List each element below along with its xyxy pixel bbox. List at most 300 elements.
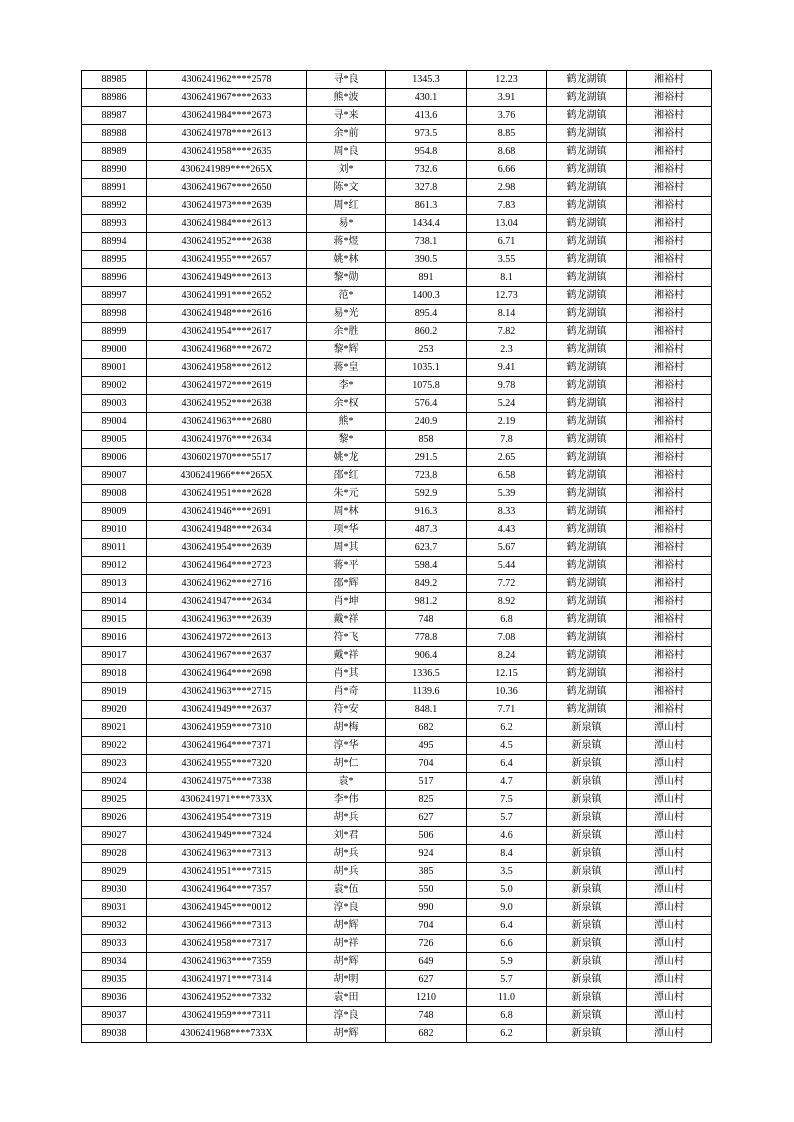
cell-amount: 1035.1 [386, 359, 467, 377]
cell-town: 新泉镇 [547, 737, 627, 755]
cell-amount: 1139.6 [386, 683, 467, 701]
cell-seq: 89026 [82, 809, 147, 827]
cell-rate: 6.2 [467, 719, 547, 737]
cell-id-number: 4306241972****2619 [147, 377, 307, 395]
cell-name: 刘*君 [307, 827, 386, 845]
cell-rate: 6.2 [467, 1025, 547, 1043]
cell-amount: 860.2 [386, 323, 467, 341]
cell-rate: 9.78 [467, 377, 547, 395]
cell-town: 新泉镇 [547, 719, 627, 737]
cell-name: 胡*兵 [307, 809, 386, 827]
cell-seq: 89013 [82, 575, 147, 593]
cell-town: 鹤龙湖镇 [547, 629, 627, 647]
cell-village: 湘裕村 [627, 341, 712, 359]
cell-village: 湘裕村 [627, 305, 712, 323]
cell-seq: 89020 [82, 701, 147, 719]
cell-id-number: 4306241954****7319 [147, 809, 307, 827]
table-row [82, 557, 712, 575]
cell-town: 鹤龙湖镇 [547, 683, 627, 701]
cell-village: 潭山村 [627, 719, 712, 737]
cell-town: 新泉镇 [547, 917, 627, 935]
table-row [82, 431, 712, 449]
cell-amount: 726 [386, 935, 467, 953]
cell-id-number: 4306241984****2613 [147, 215, 307, 233]
table-row [82, 467, 712, 485]
cell-rate: 8.85 [467, 125, 547, 143]
table-row [82, 305, 712, 323]
table-row [82, 575, 712, 593]
cell-id-number: 4306241951****2628 [147, 485, 307, 503]
cell-town: 新泉镇 [547, 935, 627, 953]
cell-town: 新泉镇 [547, 1025, 627, 1043]
cell-village: 湘裕村 [627, 197, 712, 215]
cell-seq: 88999 [82, 323, 147, 341]
cell-amount: 1345.3 [386, 71, 467, 89]
cell-town: 鹤龙湖镇 [547, 107, 627, 125]
cell-rate: 6.71 [467, 233, 547, 251]
cell-rate: 6.4 [467, 917, 547, 935]
cell-town: 鹤龙湖镇 [547, 485, 627, 503]
cell-seq: 89025 [82, 791, 147, 809]
cell-name: 袁* [307, 773, 386, 791]
cell-rate: 13.04 [467, 215, 547, 233]
cell-seq: 89033 [82, 935, 147, 953]
cell-seq: 89012 [82, 557, 147, 575]
cell-town: 鹤龙湖镇 [547, 341, 627, 359]
cell-seq: 88996 [82, 269, 147, 287]
table-row [82, 1025, 712, 1043]
table-row [82, 395, 712, 413]
cell-amount: 627 [386, 809, 467, 827]
cell-name: 余*胜 [307, 323, 386, 341]
cell-village: 湘裕村 [627, 413, 712, 431]
cell-village: 潭山村 [627, 791, 712, 809]
cell-village: 湘裕村 [627, 665, 712, 683]
cell-name: 邵*红 [307, 467, 386, 485]
cell-seq: 89009 [82, 503, 147, 521]
cell-town: 鹤龙湖镇 [547, 467, 627, 485]
table-row [82, 413, 712, 431]
cell-name: 戴*祥 [307, 647, 386, 665]
cell-amount: 732.6 [386, 161, 467, 179]
cell-amount: 550 [386, 881, 467, 899]
cell-village: 潭山村 [627, 863, 712, 881]
cell-town: 鹤龙湖镇 [547, 647, 627, 665]
cell-rate: 6.58 [467, 467, 547, 485]
cell-seq: 89006 [82, 449, 147, 467]
cell-name: 淳*华 [307, 737, 386, 755]
cell-rate: 6.66 [467, 161, 547, 179]
cell-rate: 12.15 [467, 665, 547, 683]
cell-amount: 487.3 [386, 521, 467, 539]
table-row [82, 71, 712, 89]
cell-town: 鹤龙湖镇 [547, 143, 627, 161]
cell-town: 新泉镇 [547, 809, 627, 827]
cell-rate: 8.33 [467, 503, 547, 521]
cell-amount: 430.1 [386, 89, 467, 107]
cell-seq: 89035 [82, 971, 147, 989]
cell-amount: 413.6 [386, 107, 467, 125]
cell-rate: 2.19 [467, 413, 547, 431]
cell-name: 符*飞 [307, 629, 386, 647]
cell-id-number: 4306241975****7338 [147, 773, 307, 791]
cell-town: 新泉镇 [547, 791, 627, 809]
cell-amount: 1336.5 [386, 665, 467, 683]
table-row [82, 269, 712, 287]
cell-rate: 12.73 [467, 287, 547, 305]
table-row [82, 899, 712, 917]
cell-village: 潭山村 [627, 809, 712, 827]
cell-name: 袁*田 [307, 989, 386, 1007]
cell-id-number: 4306241958****2612 [147, 359, 307, 377]
table-row [82, 917, 712, 935]
cell-rate: 7.8 [467, 431, 547, 449]
cell-id-number: 4306241967****2637 [147, 647, 307, 665]
cell-town: 鹤龙湖镇 [547, 197, 627, 215]
cell-id-number: 4306241963****7313 [147, 845, 307, 863]
table-row [82, 143, 712, 161]
table-row [82, 125, 712, 143]
cell-village: 湘裕村 [627, 593, 712, 611]
cell-town: 鹤龙湖镇 [547, 665, 627, 683]
cell-town: 新泉镇 [547, 971, 627, 989]
table-row [82, 845, 712, 863]
cell-id-number: 4306241964****7357 [147, 881, 307, 899]
cell-seq: 89001 [82, 359, 147, 377]
cell-name: 胡*辉 [307, 917, 386, 935]
cell-id-number: 4306241989****265X [147, 161, 307, 179]
cell-village: 湘裕村 [627, 269, 712, 287]
cell-rate: 3.5 [467, 863, 547, 881]
cell-seq: 88988 [82, 125, 147, 143]
cell-village: 湘裕村 [627, 179, 712, 197]
cell-rate: 8.92 [467, 593, 547, 611]
cell-village: 湘裕村 [627, 71, 712, 89]
table-row [82, 719, 712, 737]
cell-name: 淳*良 [307, 899, 386, 917]
cell-rate: 3.91 [467, 89, 547, 107]
table-row [82, 215, 712, 233]
cell-town: 鹤龙湖镇 [547, 449, 627, 467]
table-row [82, 593, 712, 611]
cell-name: 李*伟 [307, 791, 386, 809]
cell-amount: 682 [386, 1025, 467, 1043]
cell-village: 湘裕村 [627, 143, 712, 161]
cell-village: 湘裕村 [627, 503, 712, 521]
cell-name: 袁*伍 [307, 881, 386, 899]
cell-seq: 88985 [82, 71, 147, 89]
table-row [82, 647, 712, 665]
cell-town: 鹤龙湖镇 [547, 431, 627, 449]
cell-rate: 3.55 [467, 251, 547, 269]
cell-amount: 858 [386, 431, 467, 449]
cell-village: 湘裕村 [627, 233, 712, 251]
table-row [82, 737, 712, 755]
cell-name: 寻*良 [307, 71, 386, 89]
cell-amount: 592.9 [386, 485, 467, 503]
cell-seq: 88994 [82, 233, 147, 251]
cell-amount: 825 [386, 791, 467, 809]
cell-rate: 2.98 [467, 179, 547, 197]
table-row [82, 539, 712, 557]
cell-town: 鹤龙湖镇 [547, 575, 627, 593]
cell-name: 蒋*皇 [307, 359, 386, 377]
cell-amount: 954.8 [386, 143, 467, 161]
cell-rate: 8.4 [467, 845, 547, 863]
cell-id-number: 4306241959****7310 [147, 719, 307, 737]
cell-id-number: 4306241951****7315 [147, 863, 307, 881]
cell-seq: 89036 [82, 989, 147, 1007]
cell-name: 黎*勋 [307, 269, 386, 287]
cell-seq: 89028 [82, 845, 147, 863]
cell-rate: 7.82 [467, 323, 547, 341]
table-row [82, 665, 712, 683]
cell-id-number: 4306241958****7317 [147, 935, 307, 953]
cell-id-number: 4306241952****2638 [147, 395, 307, 413]
cell-amount: 1075.8 [386, 377, 467, 395]
cell-id-number: 4306241963****2639 [147, 611, 307, 629]
cell-amount: 916.3 [386, 503, 467, 521]
cell-amount: 723.8 [386, 467, 467, 485]
cell-id-number: 4306241952****7332 [147, 989, 307, 1007]
cell-rate: 5.7 [467, 971, 547, 989]
cell-rate: 5.67 [467, 539, 547, 557]
cell-id-number: 4306241952****2638 [147, 233, 307, 251]
cell-rate: 2.3 [467, 341, 547, 359]
table-row [82, 989, 712, 1007]
cell-amount: 924 [386, 845, 467, 863]
cell-village: 湘裕村 [627, 683, 712, 701]
cell-rate: 8.24 [467, 647, 547, 665]
cell-rate: 4.43 [467, 521, 547, 539]
cell-seq: 88987 [82, 107, 147, 125]
cell-amount: 291.5 [386, 449, 467, 467]
cell-id-number: 4306241945****0012 [147, 899, 307, 917]
cell-id-number: 4306241984****2673 [147, 107, 307, 125]
cell-id-number: 4306241962****2578 [147, 71, 307, 89]
cell-amount: 253 [386, 341, 467, 359]
cell-name: 蒋*平 [307, 557, 386, 575]
cell-name: 寻*来 [307, 107, 386, 125]
cell-town: 新泉镇 [547, 863, 627, 881]
cell-amount: 506 [386, 827, 467, 845]
cell-amount: 517 [386, 773, 467, 791]
cell-rate: 12.23 [467, 71, 547, 89]
cell-name: 熊*波 [307, 89, 386, 107]
cell-amount: 738.1 [386, 233, 467, 251]
cell-id-number: 4306241949****2637 [147, 701, 307, 719]
cell-id-number: 4306241946****2691 [147, 503, 307, 521]
cell-name: 黎* [307, 431, 386, 449]
cell-id-number: 4306241967****2633 [147, 89, 307, 107]
cell-id-number: 4306241968****733X [147, 1025, 307, 1043]
cell-name: 符*安 [307, 701, 386, 719]
table-row [82, 107, 712, 125]
cell-town: 鹤龙湖镇 [547, 287, 627, 305]
cell-id-number: 4306021970****5517 [147, 449, 307, 467]
cell-rate: 4.5 [467, 737, 547, 755]
cell-town: 鹤龙湖镇 [547, 611, 627, 629]
cell-seq: 89002 [82, 377, 147, 395]
cell-id-number: 4306241964****2698 [147, 665, 307, 683]
cell-rate: 8.1 [467, 269, 547, 287]
cell-id-number: 4306241967****2650 [147, 179, 307, 197]
cell-seq: 89014 [82, 593, 147, 611]
cell-id-number: 4306241973****2639 [147, 197, 307, 215]
cell-village: 潭山村 [627, 917, 712, 935]
cell-village: 湘裕村 [627, 161, 712, 179]
cell-town: 鹤龙湖镇 [547, 251, 627, 269]
cell-amount: 704 [386, 917, 467, 935]
cell-rate: 7.5 [467, 791, 547, 809]
cell-amount: 861.3 [386, 197, 467, 215]
cell-seq: 89021 [82, 719, 147, 737]
cell-town: 鹤龙湖镇 [547, 89, 627, 107]
cell-town: 新泉镇 [547, 755, 627, 773]
cell-town: 新泉镇 [547, 827, 627, 845]
cell-village: 潭山村 [627, 1007, 712, 1025]
table-row [82, 629, 712, 647]
table-row [82, 881, 712, 899]
cell-id-number: 4306241963****7359 [147, 953, 307, 971]
cell-village: 潭山村 [627, 989, 712, 1007]
cell-name: 朱*元 [307, 485, 386, 503]
cell-rate: 6.4 [467, 755, 547, 773]
cell-name: 周*其 [307, 539, 386, 557]
cell-id-number: 4306241958****2635 [147, 143, 307, 161]
cell-village: 湘裕村 [627, 629, 712, 647]
cell-rate: 5.0 [467, 881, 547, 899]
cell-seq: 89010 [82, 521, 147, 539]
cell-seq: 89034 [82, 953, 147, 971]
cell-amount: 778.8 [386, 629, 467, 647]
cell-id-number: 4306241962****2716 [147, 575, 307, 593]
cell-name: 周*林 [307, 503, 386, 521]
cell-town: 鹤龙湖镇 [547, 539, 627, 557]
cell-amount: 682 [386, 719, 467, 737]
cell-amount: 390.5 [386, 251, 467, 269]
cell-seq: 88986 [82, 89, 147, 107]
cell-town: 新泉镇 [547, 899, 627, 917]
cell-amount: 598.4 [386, 557, 467, 575]
cell-amount: 576.4 [386, 395, 467, 413]
table-row [82, 197, 712, 215]
table-row [82, 773, 712, 791]
cell-town: 鹤龙湖镇 [547, 395, 627, 413]
cell-name: 刘* [307, 161, 386, 179]
cell-name: 余*前 [307, 125, 386, 143]
table-row [82, 827, 712, 845]
cell-id-number: 4306241954****2617 [147, 323, 307, 341]
cell-name: 周*良 [307, 143, 386, 161]
cell-town: 新泉镇 [547, 1007, 627, 1025]
cell-town: 鹤龙湖镇 [547, 71, 627, 89]
table-row [82, 611, 712, 629]
cell-id-number: 4306241955****7320 [147, 755, 307, 773]
cell-name: 易* [307, 215, 386, 233]
cell-seq: 89023 [82, 755, 147, 773]
cell-name: 邵*辉 [307, 575, 386, 593]
table-row [82, 341, 712, 359]
table-row [82, 1007, 712, 1025]
cell-rate: 8.14 [467, 305, 547, 323]
cell-name: 姚*林 [307, 251, 386, 269]
cell-seq: 89022 [82, 737, 147, 755]
cell-village: 潭山村 [627, 827, 712, 845]
cell-rate: 3.76 [467, 107, 547, 125]
table-row [82, 971, 712, 989]
cell-name: 黎*辉 [307, 341, 386, 359]
cell-seq: 88998 [82, 305, 147, 323]
cell-village: 潭山村 [627, 845, 712, 863]
cell-rate: 11.0 [467, 989, 547, 1007]
cell-id-number: 4306241971****7314 [147, 971, 307, 989]
records-table [81, 70, 712, 1043]
cell-id-number: 4306241976****2634 [147, 431, 307, 449]
table-row [82, 287, 712, 305]
table-row [82, 449, 712, 467]
cell-amount: 981.2 [386, 593, 467, 611]
cell-id-number: 4306241966****265X [147, 467, 307, 485]
cell-name: 肖*坤 [307, 593, 386, 611]
cell-seq: 89030 [82, 881, 147, 899]
cell-town: 鹤龙湖镇 [547, 557, 627, 575]
cell-seq: 88997 [82, 287, 147, 305]
cell-village: 湘裕村 [627, 359, 712, 377]
cell-name: 胡*明 [307, 971, 386, 989]
table-row [82, 377, 712, 395]
table-row [82, 683, 712, 701]
cell-amount: 240.9 [386, 413, 467, 431]
cell-village: 湘裕村 [627, 449, 712, 467]
cell-seq: 89018 [82, 665, 147, 683]
table-row [82, 323, 712, 341]
cell-amount: 627 [386, 971, 467, 989]
cell-id-number: 4306241948****2616 [147, 305, 307, 323]
cell-seq: 89011 [82, 539, 147, 557]
cell-name: 胡*兵 [307, 845, 386, 863]
cell-village: 潭山村 [627, 935, 712, 953]
cell-id-number: 4306241954****2639 [147, 539, 307, 557]
cell-seq: 89005 [82, 431, 147, 449]
cell-village: 湘裕村 [627, 485, 712, 503]
cell-village: 湘裕村 [627, 647, 712, 665]
cell-rate: 8.68 [467, 143, 547, 161]
cell-amount: 973.5 [386, 125, 467, 143]
table-row [82, 161, 712, 179]
cell-town: 鹤龙湖镇 [547, 215, 627, 233]
cell-seq: 89016 [82, 629, 147, 647]
cell-seq: 88992 [82, 197, 147, 215]
cell-id-number: 4306241949****2613 [147, 269, 307, 287]
cell-rate: 7.08 [467, 629, 547, 647]
cell-amount: 748 [386, 611, 467, 629]
cell-rate: 2.65 [467, 449, 547, 467]
cell-seq: 89017 [82, 647, 147, 665]
table-row [82, 503, 712, 521]
cell-town: 鹤龙湖镇 [547, 701, 627, 719]
table-row [82, 701, 712, 719]
cell-rate: 7.83 [467, 197, 547, 215]
cell-id-number: 4306241991****2652 [147, 287, 307, 305]
cell-amount: 385 [386, 863, 467, 881]
cell-village: 湘裕村 [627, 125, 712, 143]
cell-name: 戴*祥 [307, 611, 386, 629]
cell-id-number: 4306241959****7311 [147, 1007, 307, 1025]
cell-village: 湘裕村 [627, 395, 712, 413]
cell-village: 湘裕村 [627, 323, 712, 341]
cell-id-number: 4306241964****2723 [147, 557, 307, 575]
